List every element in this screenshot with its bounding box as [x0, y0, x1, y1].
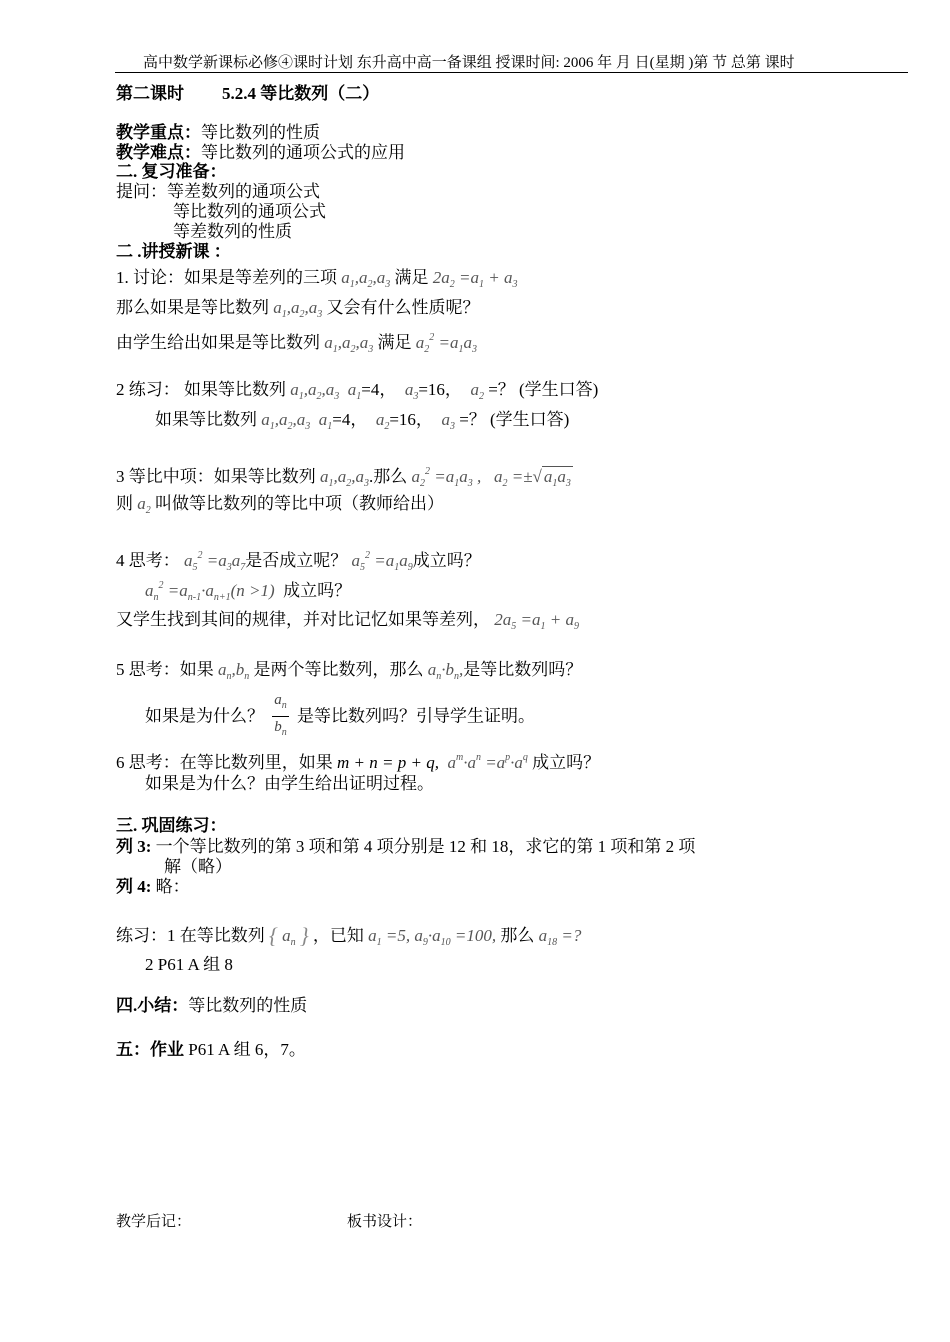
summary: [116, 996, 307, 1016]
difficulty-label: 教学难点：: [116, 143, 201, 162]
lesson-topic: 5.2.4 等比数列（二）: [222, 84, 380, 103]
review-question-1: 提问：等差数列的通项公式: [116, 182, 320, 201]
item-4: [116, 546, 481, 578]
formula-an-times-bn: $a_n\cdot b_n$,: [427, 660, 464, 682]
item-1-line-2: [116, 298, 480, 325]
formula-an-bn: $a_n,b_n$: [218, 660, 250, 682]
new-lesson-heading: 二 .讲授新课 ：: [116, 242, 231, 261]
item-6-prefix: 6 思考：在等比数列里，如果: [116, 753, 333, 772]
formula-a3: $a_3$: [441, 410, 455, 432]
exercise-2b-prefix: 如果等比数列: [155, 410, 257, 429]
formula-an-over-bn: $\frac{a_n}{b_n}$: [274, 692, 287, 738]
summary-label: 四.小结：: [116, 996, 189, 1015]
review-question-3: 等差数列的性质: [173, 222, 292, 241]
lesson-period: 第二课时: [116, 84, 184, 103]
a3-value: =16，: [418, 380, 462, 399]
formula-geo-mean: $a_2^2 =a_1a_3$: [415, 332, 477, 355]
item-4-end: 成立吗？: [412, 551, 481, 570]
practice-1: [116, 923, 582, 953]
formula-sequence-an: { $a_n$ }: [269, 923, 309, 948]
line-3-mid: 满足: [377, 333, 412, 352]
exercise-2-prefix: 2 练习： 如果等比数列: [116, 380, 286, 399]
teaching-focus: [116, 123, 320, 143]
item-3-mid: .那么: [369, 467, 408, 486]
formula-a1: $a_1$: [347, 380, 362, 402]
formula-terms: $a_1,a_2,a_3$: [320, 467, 369, 489]
item-3: [116, 462, 573, 494]
formula-a18: $a_{18}$ =?: [538, 926, 582, 948]
difficulty-text: 等比数列的通项公式的应用: [201, 143, 405, 162]
example-3: [116, 837, 695, 857]
example-4: [116, 877, 190, 897]
lesson-title: [116, 84, 379, 104]
item-6-end: 成立吗？: [532, 753, 601, 772]
review-heading: 二. 复习准备：: [116, 162, 227, 181]
formula-geo-mean: $a_2^2 =a_1a_3$ , $a_2$ =±√ $a_1a_3$: [411, 466, 571, 489]
formula-a3: $a_3$: [404, 380, 419, 402]
item-4-line-2-end: 成立吗？: [283, 581, 352, 600]
footer-board-design: 板书设计：: [347, 1214, 423, 1230]
formula-a2: $a_2$: [470, 380, 484, 402]
formula-an-general: $a_n^2 =a_{n-1}\cdot a_{n+1}(n >1)$: [145, 580, 275, 603]
example-3-solution: 解（略）: [164, 857, 232, 876]
line-2-prefix: 那么如果是等比数列: [116, 298, 269, 317]
formula-a2: $a_2$: [137, 494, 151, 516]
item-1-text: 1. 讨论：如果是等差列的三项: [116, 268, 337, 287]
item-5-line-2: [145, 690, 535, 743]
formula-terms: $a_1,a_2,a_3$: [341, 268, 391, 290]
item-4-line-3-text: 又学生找到其间的规律，并对比记忆如果等差列，: [116, 610, 490, 629]
formula-arith-mean: $2a_2 =a_1 + a_3$: [432, 268, 518, 290]
item-6: [116, 748, 600, 773]
formula-a1: $a_1$: [318, 410, 333, 432]
formula-terms: $a_1,a_2,a_3$: [290, 380, 340, 402]
item-3-prefix: 3 等比中项：如果等比数列: [116, 467, 316, 486]
a1-value: =4，: [332, 410, 368, 429]
exercise-2-line-1: [116, 380, 598, 407]
example-3-text: 一个等比数列的第 3 项和第 4 项分别是 12 和 18，求它的第 1 项和第 2 项: [155, 837, 696, 856]
item-3-line-2-prefix: 则: [116, 494, 133, 513]
item-1-mid: 满足: [394, 268, 429, 287]
review-question-2: 等比数列的通项公式: [173, 202, 326, 221]
exercise-2-line-2: [155, 410, 569, 437]
item-4-line-2: [145, 576, 351, 608]
formula-terms: $a_1,a_2,a_3$: [273, 298, 323, 320]
homework-label: 五：作业: [116, 1040, 184, 1059]
focus-label: 教学重点：: [116, 123, 201, 142]
practice-1-mid2: 那么: [500, 926, 535, 945]
item-5-line-2-prefix: 如果是为什么？: [145, 706, 264, 726]
practice-2: 2 P61 A 组 8: [145, 955, 233, 974]
teaching-difficulty: [116, 143, 405, 163]
item-3-line-2-suffix: 叫做等比数列的等比中项（教师给出）: [155, 494, 444, 513]
line-2-suffix: 又会有什么性质呢？: [326, 298, 480, 317]
example-4-label: 列 4:: [116, 877, 152, 896]
item-3-line-2: [116, 494, 444, 521]
summary-text: 等比数列的性质: [188, 996, 308, 1015]
example-3-label: 列 3:: [116, 837, 152, 856]
item-5-end: 是等比数列吗？: [463, 660, 583, 679]
item-4-mid: 是否成立呢？: [245, 551, 348, 570]
item-1-line-3: [116, 328, 477, 360]
consolidate-heading: 三. 巩固练习：: [116, 816, 227, 835]
footer-teaching-notes: 教学后记：: [116, 1214, 192, 1230]
item-4-prefix: 4 思考：: [116, 551, 180, 570]
item-1: [116, 268, 517, 295]
formula-arith-a5: $2a_5 =a_1 + a_9$: [494, 610, 579, 632]
focus-text: 等比数列的性质: [201, 123, 320, 142]
formula-terms: $a_1,a_2,a_3$: [324, 333, 374, 355]
homework-text: P61 A 组 6，7。: [184, 1040, 306, 1059]
item-5-line-2-suffix: 是等比数列吗？引导学生证明。: [297, 706, 535, 726]
a2-question: =？ (学生口答): [488, 380, 599, 399]
line-3-prefix: 由学生给出如果是等比数列: [116, 333, 320, 352]
item-5-mid: 是两个等比数列，那么: [253, 660, 424, 679]
example-4-text: 略：: [155, 877, 190, 896]
item-6-line-2: 如果是为什么？由学生给出证明过程。: [145, 774, 434, 793]
header-rule: [115, 72, 908, 73]
homework: [116, 1040, 306, 1060]
page-header: 高中数学新课标必修④课时计划 东升高中高一备课组 授课时间: 2006 年 月 日(星期 )第 节 总第 课时: [143, 55, 795, 71]
formula-power: $a^m\cdot a^n =a^p\cdot a^q$: [447, 752, 528, 772]
formula-terms: $a_1,a_2,a_3$: [261, 410, 311, 432]
a1-value: =4，: [361, 380, 397, 399]
formula-given: $a_1 =5$, $a_9\cdot a_{10} =100$,: [368, 926, 497, 948]
formula-a2: $a_2$: [375, 410, 390, 432]
a2-value: =16，: [389, 410, 433, 429]
item-4-line-3: [116, 610, 579, 637]
a3-question: =？ (学生口答): [459, 410, 570, 429]
formula-a5-a3a7: $a_5^2 =a_3a_7$: [184, 550, 246, 573]
formula-a5-a1a9: $a_5^2 =a_1a_9$: [351, 550, 413, 573]
item-5-prefix: 5 思考：如果: [116, 660, 214, 679]
practice-1-prefix: 练习：1 在等比数列: [116, 926, 265, 945]
formula-mnpq: m + n = p + q,: [337, 753, 439, 772]
practice-1-mid: ，已知: [312, 926, 364, 945]
item-5: [116, 660, 582, 687]
